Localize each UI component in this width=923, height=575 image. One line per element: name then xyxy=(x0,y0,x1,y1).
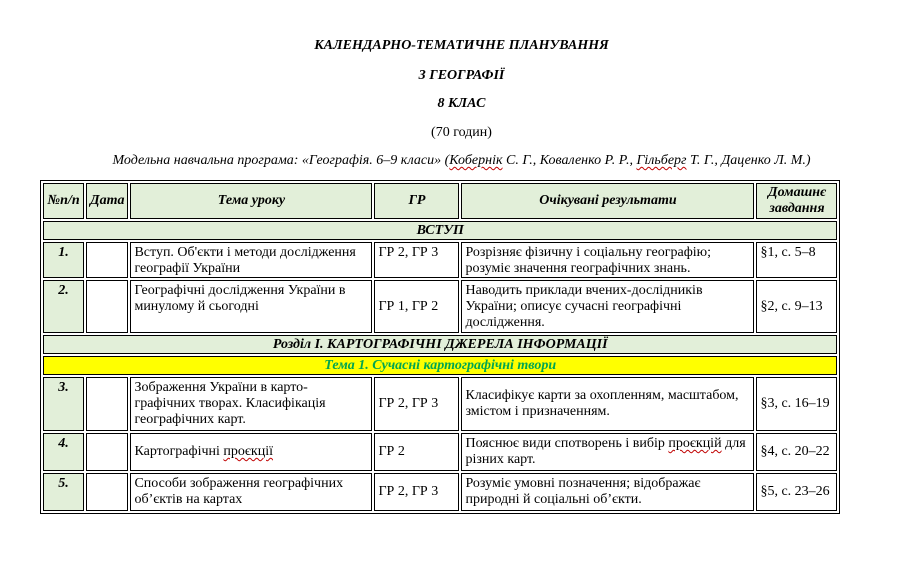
row-homework: §2, с. 9–13 xyxy=(756,280,837,333)
row-results: Класифікує карти за охопленням, масштабом, змістом і призначенням. xyxy=(461,377,754,431)
document-grade: 8 КЛАС xyxy=(437,96,486,111)
row-gr: ГР 2, ГР 3 xyxy=(374,473,459,511)
row-num: 2. xyxy=(43,280,84,333)
row-topic: Способи зображення географічних об’єктів на картах xyxy=(130,473,372,511)
row-topic-prefix: Картографічні xyxy=(134,444,224,459)
section-1-row xyxy=(43,335,837,354)
row-topic-marked-word: проєкції xyxy=(223,444,273,459)
row-topic: Географічні дослідження України в минулому й сьогодні xyxy=(130,280,372,333)
row-num: 4. xyxy=(43,433,84,471)
document-title: КАЛЕНДАРНО-ТЕМАТИЧНЕ ПЛАНУВАННЯ xyxy=(314,38,609,53)
row-num: 1. xyxy=(43,242,84,278)
table-row xyxy=(43,377,837,431)
row-date xyxy=(86,377,128,431)
header-topic: Тема уроку xyxy=(130,183,372,219)
row-homework: §3, с. 16–19 xyxy=(756,377,837,431)
author-gilberg: Гільберг xyxy=(636,153,687,168)
header-results: Очікувані результати xyxy=(461,183,754,219)
document-subject: З ГЕОГРАФІЇ xyxy=(418,68,505,83)
row-topic: Вступ. Об'єкти і методи дослідження географії України xyxy=(130,242,372,278)
authors-rest: Т. Г., Даценко Л. М.) xyxy=(686,153,811,168)
row-results: Наводить приклади вчених-дослідників України; описує сучасні географічні дослідження. xyxy=(461,280,754,333)
row-date xyxy=(86,280,128,333)
table-row xyxy=(43,433,837,471)
row-results xyxy=(461,433,754,471)
row-gr: ГР 1, ГР 2 xyxy=(374,280,459,333)
table-row xyxy=(43,280,837,333)
header-gr: ГР xyxy=(374,183,459,219)
header-date: Дата xyxy=(86,183,128,219)
row-gr: ГР 2, ГР 3 xyxy=(374,242,459,278)
row-date xyxy=(86,433,128,471)
section-1-title: Розділ І. КАРТОГРАФІЧНІ ДЖЕРЕЛА ІНФОРМАЦІЇ xyxy=(43,335,837,354)
theme-1-title: Тема 1. Сучасні картографічні твори xyxy=(43,356,837,375)
header-num: №п/п xyxy=(43,183,84,219)
header-homework: Домашнє завдання xyxy=(756,183,837,219)
row-date xyxy=(86,242,128,278)
row-gr: ГР 2, ГР 3 xyxy=(374,377,459,431)
row-num: 5. xyxy=(43,473,84,511)
section-intro-title: ВСТУП xyxy=(43,221,837,240)
row-results: Розуміє умовні позначення; відображає природні й соціальні об’єкти. xyxy=(461,473,754,511)
planning-table xyxy=(40,180,840,514)
row-date xyxy=(86,473,128,511)
table-row xyxy=(43,473,837,511)
row-topic: Зображення України в карто-графічних творах. Класифікація географічних карт. xyxy=(130,377,372,431)
row-homework: §1, с. 5–8 xyxy=(756,242,837,278)
program-prefix: Модельна навчальна програма: «Географія. 6–9 класи» ( xyxy=(112,153,450,168)
row-results-prefix: Пояснює види спотворень і вибір xyxy=(465,436,669,451)
program-line xyxy=(0,153,923,169)
row-homework: §4, с. 20–22 xyxy=(756,433,837,471)
row-results-marked-word: проєкцій xyxy=(668,436,722,451)
table-row xyxy=(43,242,837,278)
document-hours: (70 годин) xyxy=(431,125,492,140)
row-num: 3. xyxy=(43,377,84,431)
row-results-suffix: для різних карт. xyxy=(465,436,746,467)
author-kobernik: Кобернік xyxy=(449,153,503,168)
row-topic xyxy=(130,433,372,471)
theme-1-row xyxy=(43,356,837,375)
author-initials: С. Г., Коваленко Р. Р., xyxy=(502,153,637,168)
row-gr: ГР 2 xyxy=(374,433,459,471)
row-results: Розрізняє фізичну і соціальну географію; розуміє значення географічних знань. xyxy=(461,242,754,278)
table-header-row xyxy=(43,183,837,219)
section-intro-row xyxy=(43,221,837,240)
row-homework: §5, с. 23–26 xyxy=(756,473,837,511)
